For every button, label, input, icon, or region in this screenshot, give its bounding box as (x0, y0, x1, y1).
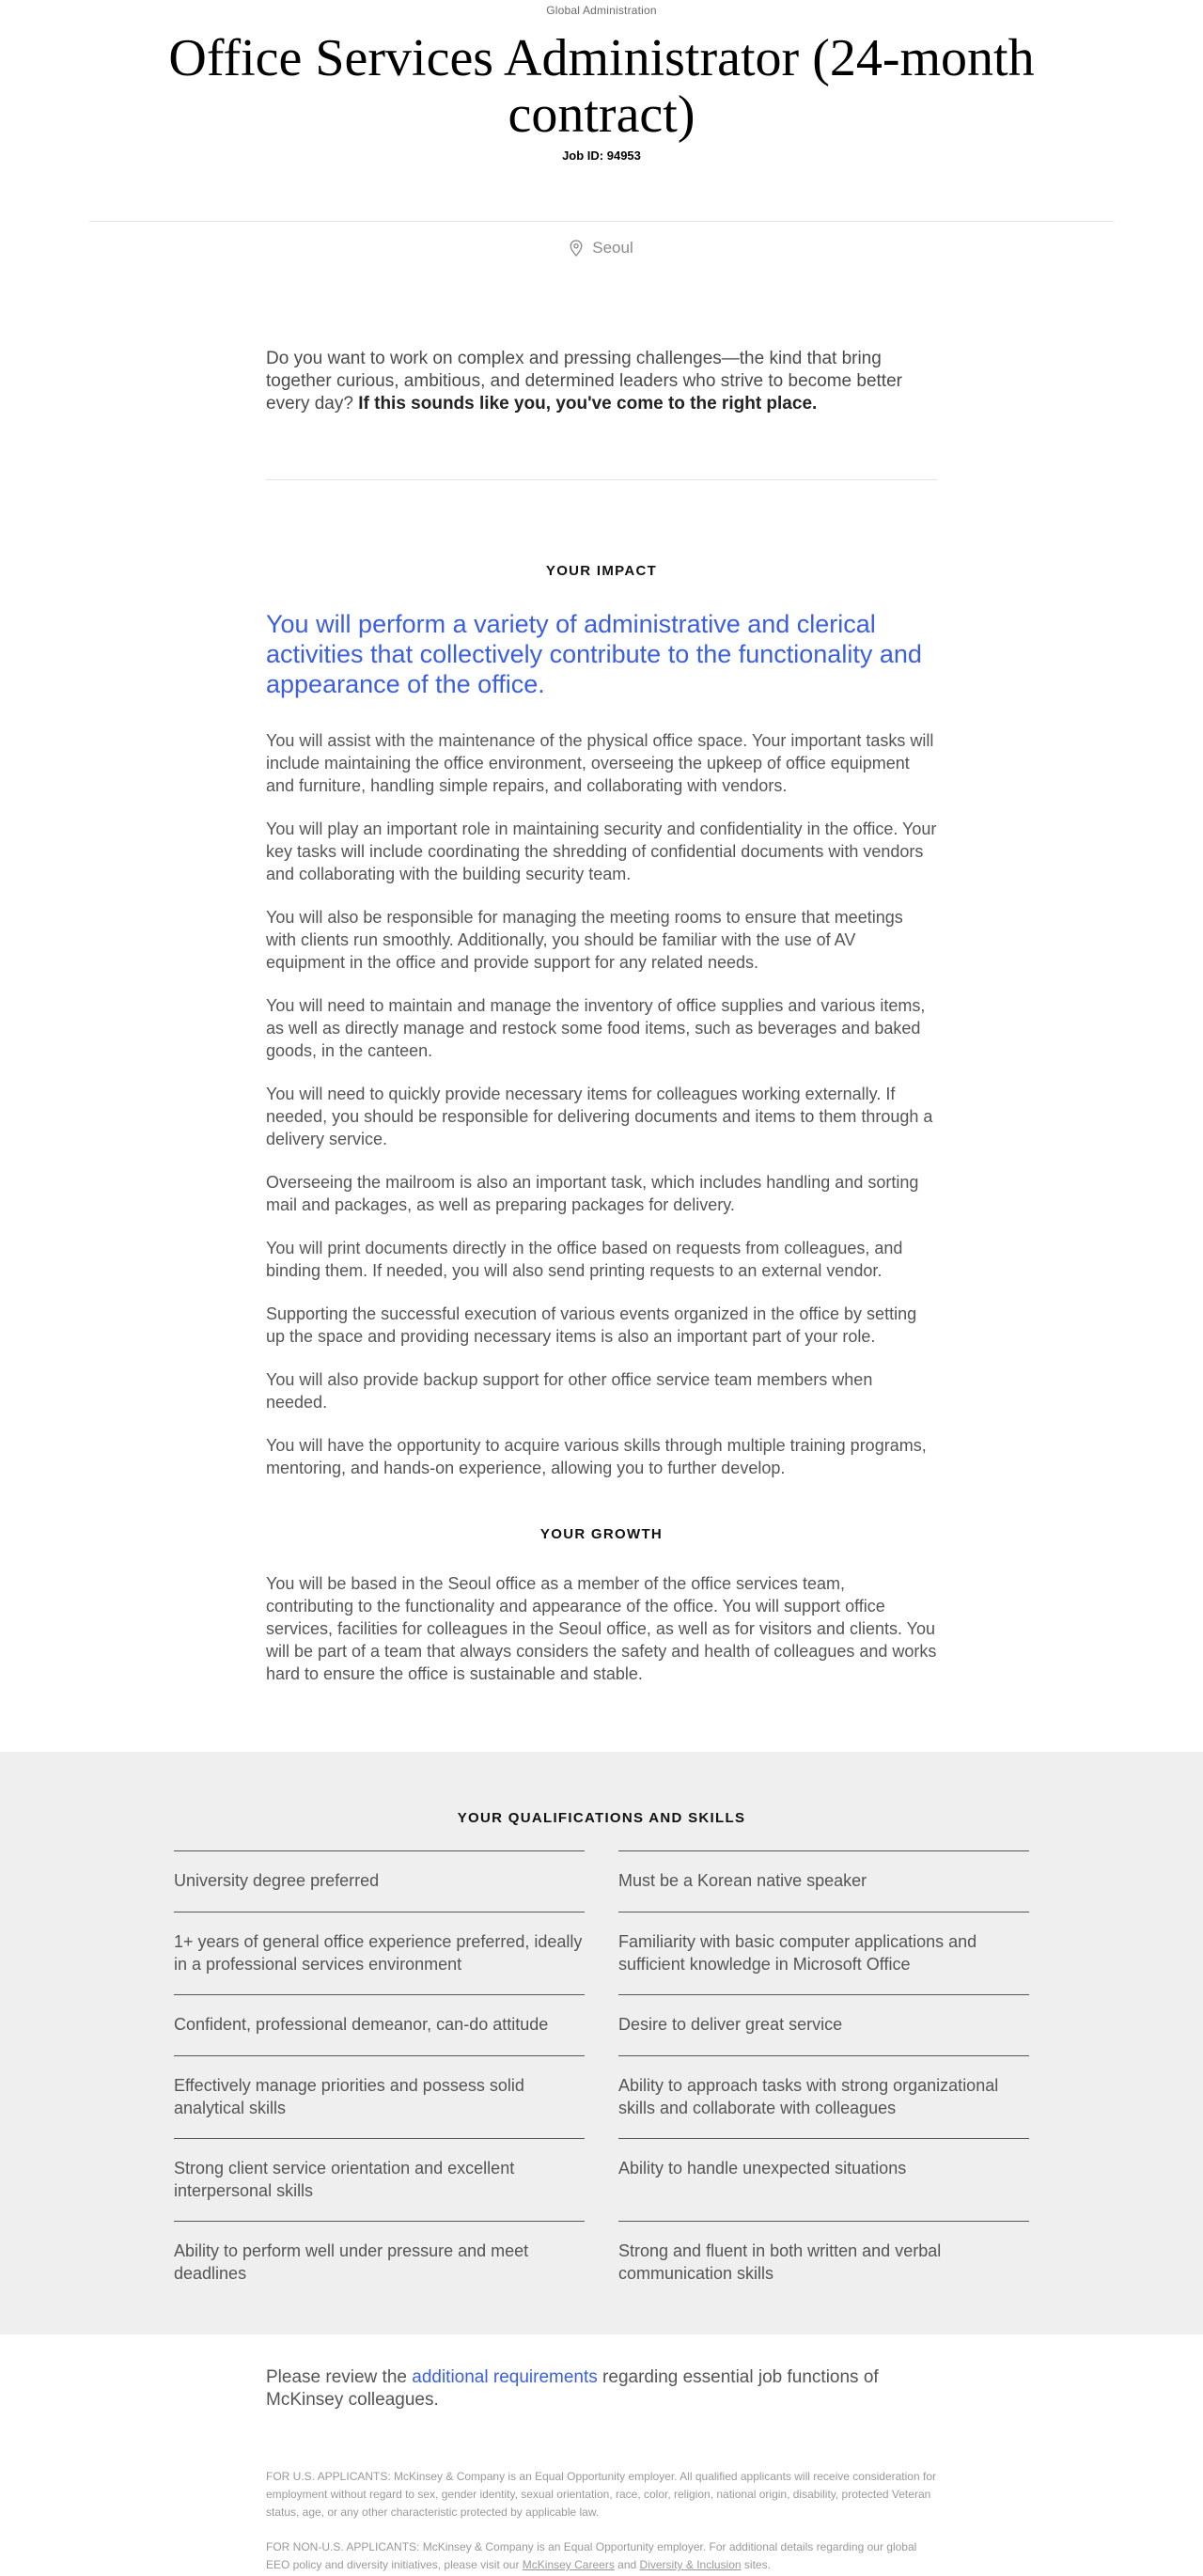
impact-paragraph: You will print documents directly in the office based on requests from colleagues, and binding them. If needed, you will also send printing requests to an external vendor. (266, 1239, 903, 1280)
page-title: Office Services Administrator (24-month contract) (168, 29, 1035, 144)
impact-list (266, 729, 937, 1479)
review-requirements-note (266, 2366, 937, 2412)
growth-heading: YOUR GROWTH (539, 1526, 664, 1542)
intro-divider (266, 479, 937, 480)
impact-paragraph: You will play an important role in maintaining security and confidentiality in the office. Your key tasks will include coordinating the shredding of confidential documents with vendors and collaborating with the building security team. (266, 820, 937, 883)
qualification-item: Strong and fluent in both written and verbal communication skills (618, 2221, 1029, 2303)
growth-paragraph: You will be based in the Seoul office as a member of the office services team, contributing to the functionality and appearance of the office. You will support office services, facilities for colleagues in the Seoul office, as well as for visitors and clients. You will be part of a team that always considers the safety and health of colleagues and works hard to ensure the office is sustainable and stable. (266, 1574, 937, 1683)
impact-paragraph: You will need to quickly provide necessary items for colleagues working externally. If needed, you should be responsible for delivering documents and items to them through a delivery service. (266, 1085, 933, 1148)
impact-heading: YOUR IMPACT (545, 563, 658, 579)
non-us-text: FOR NON-U.S. APPLICANTS: McKinsey & Company is an Equal Opportunity employer. For additional details regarding our global EEO policy and diversity initiatives, please visit our (266, 2540, 917, 2571)
impact-lead: You will perform a variety of administrative and clerical activities that collectively contribute to the functionality and appearance of the office. (266, 610, 922, 698)
qualification-item: Effectively manage priorities and possess solid analytical skills (174, 2055, 585, 2138)
diversity-inclusion-link[interactable]: Diversity & Inclusion (639, 2558, 742, 2571)
header-divider (89, 221, 1114, 222)
map-pin-icon (570, 240, 583, 257)
impact-paragraph: You will need to maintain and manage the inventory of office supplies and various items, as well as directly manage and restock some food items, such as beverages and baked goods, in the canteen. (266, 996, 926, 1060)
qualification-item: Must be a Korean native speaker (618, 1850, 1029, 1912)
impact-paragraph: You will also be responsible for managing the meeting rooms to ensure that meetings with clients run smoothly. Additionally, you should be familiar with the use of AV equipment in the office and provide support for any related needs. (266, 908, 903, 972)
impact-paragraph: You will have the opportunity to acquire various skills through multiple training programs, mentoring, and hands-on experience, allowing you to further develop. (266, 1436, 927, 1477)
qualifications-section (0, 1752, 1203, 2334)
qualification-item: Strong client service orientation and excellent interpersonal skills (174, 2138, 585, 2221)
qualification-item: Familiarity with basic computer applications and sufficient knowledge in Microsoft Office (618, 1912, 1029, 1994)
impact-paragraph: You will also provide backup support for other office service team members when needed. (266, 1370, 873, 1412)
qualification-item: 1+ years of general office experience preferred, ideally in a professional services environment (174, 1912, 585, 1994)
job-category: Global Administration (546, 4, 657, 17)
impact-paragraph: Supporting the successful execution of various events organized in the office by setting up the space and providing necessary items is also an important part of your role. (266, 1304, 917, 1346)
job-id: Job ID: 94953 (562, 148, 641, 163)
qualifications-grid (174, 1850, 1029, 2303)
impact-paragraph: You will assist with the maintenance of the physical office space. Your important tasks will include maintaining the office environment, overseeing the upkeep of office equipment and furniture, handling simple repairs, and collaborating with vendors. (266, 731, 934, 795)
review-text-before: Please review the (266, 2367, 413, 2387)
and-text: and (614, 2558, 640, 2571)
intro-text: Do you want to work on complex and pressing challenges—the kind that bring together curious, ambitious, and determined leaders who strive to become better every day? (266, 349, 902, 414)
intro-paragraph (266, 348, 937, 415)
job-header (0, 0, 1203, 163)
additional-requirements-link[interactable]: additional requirements (412, 2367, 598, 2387)
sites-text: sites. (741, 2558, 771, 2571)
qualification-item: University degree preferred (174, 1850, 585, 1912)
intro-emphasis: If this sounds like you, you've come to the right place. (358, 394, 818, 414)
qualifications-heading: YOUR QUALIFICATIONS AND SKILLS (457, 1810, 746, 1826)
non-us-eeo-statement (266, 2538, 937, 2574)
us-eeo-statement: FOR U.S. APPLICANTS: McKinsey & Company is an Equal Opportunity employer. All qualified applicants will receive consideration for employment without regard to sex, gender identity, sexual orientation, race, color, religion, national origin, disability, protected Veteran status, age, or any other characteristic protected by applicable law. (266, 2470, 936, 2519)
qualification-item: Ability to perform well under pressure and meet deadlines (174, 2221, 585, 2303)
qualification-item: Confident, professional demeanor, can-do attitude (174, 1994, 585, 2055)
qualification-item: Ability to handle unexpected situations (618, 2138, 1029, 2221)
location-label: Seoul (592, 239, 633, 257)
impact-paragraph: Overseeing the mailroom is also an important task, which includes handling and sorting mail and packages, as well as preparing packages for delivery. (266, 1173, 919, 1214)
review-text-after: regarding essential job functions of McKinsey colleagues. (266, 2367, 879, 2410)
mckinsey-careers-link[interactable]: McKinsey Careers (522, 2558, 615, 2571)
qualification-item: Ability to approach tasks with strong organizational skills and collaborate with colleagues (618, 2055, 1029, 2138)
job-location[interactable] (0, 239, 1203, 258)
qualification-item: Desire to deliver great service (618, 1994, 1029, 2055)
